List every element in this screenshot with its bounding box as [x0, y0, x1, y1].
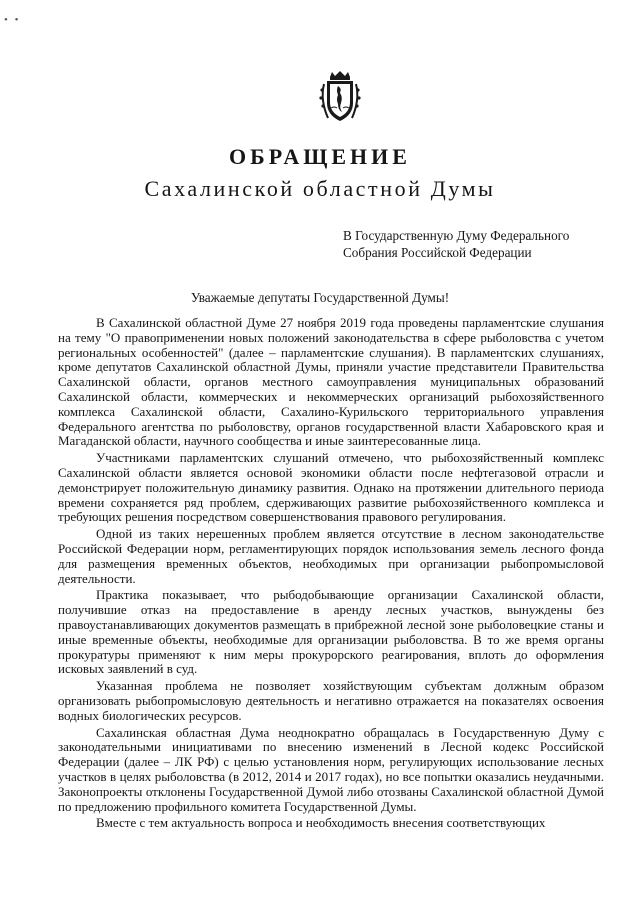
document-body [58, 316, 604, 831]
scan-artifact: • • [4, 14, 21, 26]
body-paragraph: Участниками парламентских слушаний отмечено, что рыбохозяйственный комплекс Сахалинской области является основой экономики области после нефтегазовой отрасли и демонстрирует положительную динамику развития. Однако на протяжении длительного периода времени сохраняется ряд проблем, сдерживающих развитие рыбохозяйственного комплекса и требующих решения посредством совершенствования правового регулирования. [58, 450, 604, 525]
body-paragraph: Указанная проблема не позволяет хозяйствующим субъектам должным образом организовать рыбопромысловую деятельность и негативно отражается на показателях освоения водных биологических ресурсов. [58, 678, 604, 723]
body-paragraph: Сахалинская областная Дума неоднократно обращалась в Государственную Думу с законодательными инициативами по внесению изменений в Лесной кодекс Российской Федерации (далее – ЛК РФ) с целью установления норм, регулирующих использование лесных участков в целях рыболовства (в 2012, 2014 и 2017 годах), но все попытки оказались неудачными. Законопроекты отклонены Государственной Думой либо отозваны Сахалинской областной Думой по предложению профильного комитета Государственной Думы. [58, 724, 604, 814]
greeting: Уважаемые депутаты Государственной Думы! [190, 290, 450, 305]
body-paragraph: Практика показывает, что рыбодобывающие организации Сахалинской области, получившие отказ на предоставление в аренду лесных участков, вынуждены без правоустанавливающих документов размещать в прибрежной лесной зоне рыболовецкие станы и иные временные объекты, необходимые для организации рыболовства. В то же время органы прокуратуры применяют к ним меры прокурорского реагирования, вплоть до оформления исковых заявлений в суд. [58, 587, 604, 677]
document-subtitle: Сахалинской областной Думы [144, 176, 496, 201]
body-paragraph: В Сахалинской областной Думе 27 ноября 2019 года проведены парламентские слушания на тему "О правоприменении новых положений законодательства в сфере рыболовства с учетом региональных особенностей" (далее – парламентские слушания). В парламентских слушаниях, кроме депутатов Сахалинской областной Думы, приняли участие представители Правительства Сахалинской области, органов местного самоуправления муниципальных образований Сахалинской области, коммерческих и некоммерческих организаций рыбохозяйственного комплекса Сахалинской области, Сахалино-Курильского территориального управления Федерального агентства по рыболовству, органов государственной власти Хабаровского края и Магаданской области, научного сообщества и иные заинтересованные лица. [58, 315, 604, 449]
body-paragraph: Вместе с тем актуальность вопроса и необходимость внесения соответствующих [96, 815, 546, 831]
addressee-line: В Государственную Думу Федерального [343, 228, 570, 243]
body-paragraph: Одной из таких нерешенных проблем является отсутствие в лесном законодательстве Российской Федерации норм, регламентирующих порядок использования земель лесного фонда для размещения временных объектов, необходимых при организации рыбопромысловой деятельности. [58, 526, 604, 586]
document-title: ОБРАЩЕНИЕ [229, 144, 411, 169]
coat-of-arms-icon [318, 70, 362, 124]
addressee-block [343, 227, 603, 261]
addressee-line: Собрания Российской Федерации [343, 245, 532, 260]
